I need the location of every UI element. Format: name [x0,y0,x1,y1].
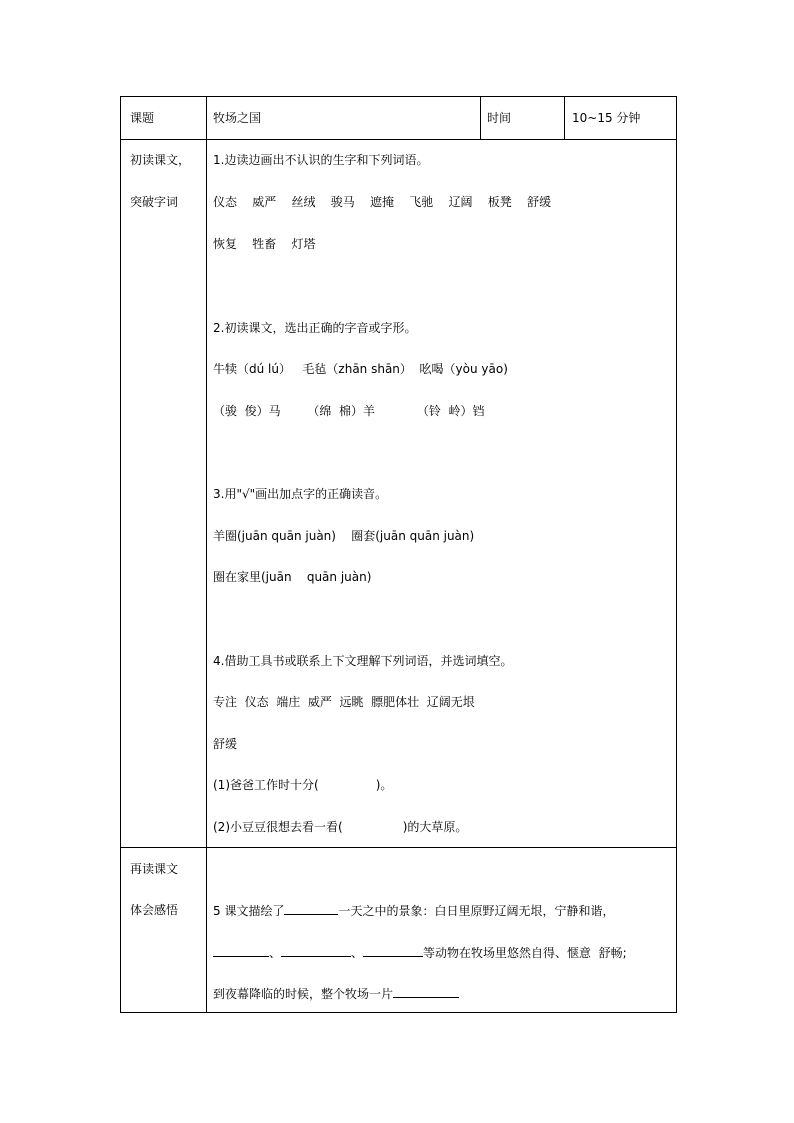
time-label: 时间 [487,111,512,125]
q1-words-line1: 仪态 威严 丝绒 骏马 遮掩 飞驰 辽阔 板凳 舒缓 [213,195,552,209]
q2-line2: （骏 俊）马 （绵 棉）羊 （铃 岭）铛 [213,404,485,418]
q4-words-line2: 舒缓 [213,737,238,751]
q4-sentence2-end: )的大草原。 [402,820,468,834]
q2-line1: 牛犊（dú lú） 毛毡（zhān shān） 吆喝（yòu yāo) [213,362,508,376]
q5-line1-end: 一天之中的景象：白日里原野辽阔无垠，宁静和谐， [338,904,615,918]
section2-label-line1: 再读课文 [130,862,179,876]
q3-line2: 圈在家里(juān quān juàn) [213,570,372,584]
q2-title: 2.初读课文，选出正确的字音或字形。 [213,321,417,335]
row-divider-section [121,847,676,848]
q5-line2 [213,945,627,960]
q3-title: 3.用"√"画出加点字的正确读音。 [213,487,388,501]
section1-label-line1: 初读课文， [130,153,191,167]
q4-sentence1-end: )。 [375,778,393,792]
q4-sentence1-start: (1)爸爸工作时十分( [213,778,319,792]
section2-label-line2: 体会感悟 [130,903,179,917]
q1-title: 1.边读边画出不认识的生字和下列词语。 [213,153,429,167]
time-value: 10~15 分钟 [572,111,641,125]
q5-blank4[interactable] [363,945,423,957]
q5-separator2: 、 [351,946,364,960]
q4-sentence2 [213,820,467,834]
q1-words-line2: 恢复 牲畜 灯塔 [213,237,316,251]
col-divider-label [206,97,207,1013]
q5-blank2[interactable] [213,945,269,957]
topic-value: 牧场之国 [213,111,262,125]
q5-blank5[interactable] [393,986,459,998]
q4-sentence1 [213,778,392,792]
q3-line1: 羊圈(juān quān juàn) 圈套(juān quān juàn) [213,529,475,543]
q4-words-line1: 专注 仪态 端庄 威严 远眺 膘肥体壮 辽阔无垠 [213,695,475,709]
q5-line3-start: 到夜幕降临的时候，整个牧场一片 [213,987,394,1001]
lesson-table [120,96,677,1013]
q4-title: 4.借助工具书或联系上下文理解下列词语，并选词填空。 [213,654,513,668]
q5-blank3[interactable] [281,945,351,957]
q5-separator1: 、 [269,946,282,960]
q5-line3 [213,986,459,1001]
topic-label: 课题 [130,111,155,125]
q5-line2-end: 等动物在牧场里悠然自得、惬意 舒畅; [423,946,627,960]
q4-sentence2-start: (2)小豆豆很想去看一看( [213,820,343,834]
section1-label-line2: 突破字词 [130,195,179,209]
col-divider-time-label [480,97,481,139]
q5-blank1[interactable] [284,903,338,915]
col-divider-time-value [564,97,565,139]
row-divider-header [121,139,676,140]
q5-line1 [213,903,614,918]
q5-line1-start: 5 课文描绘了 [213,904,285,918]
